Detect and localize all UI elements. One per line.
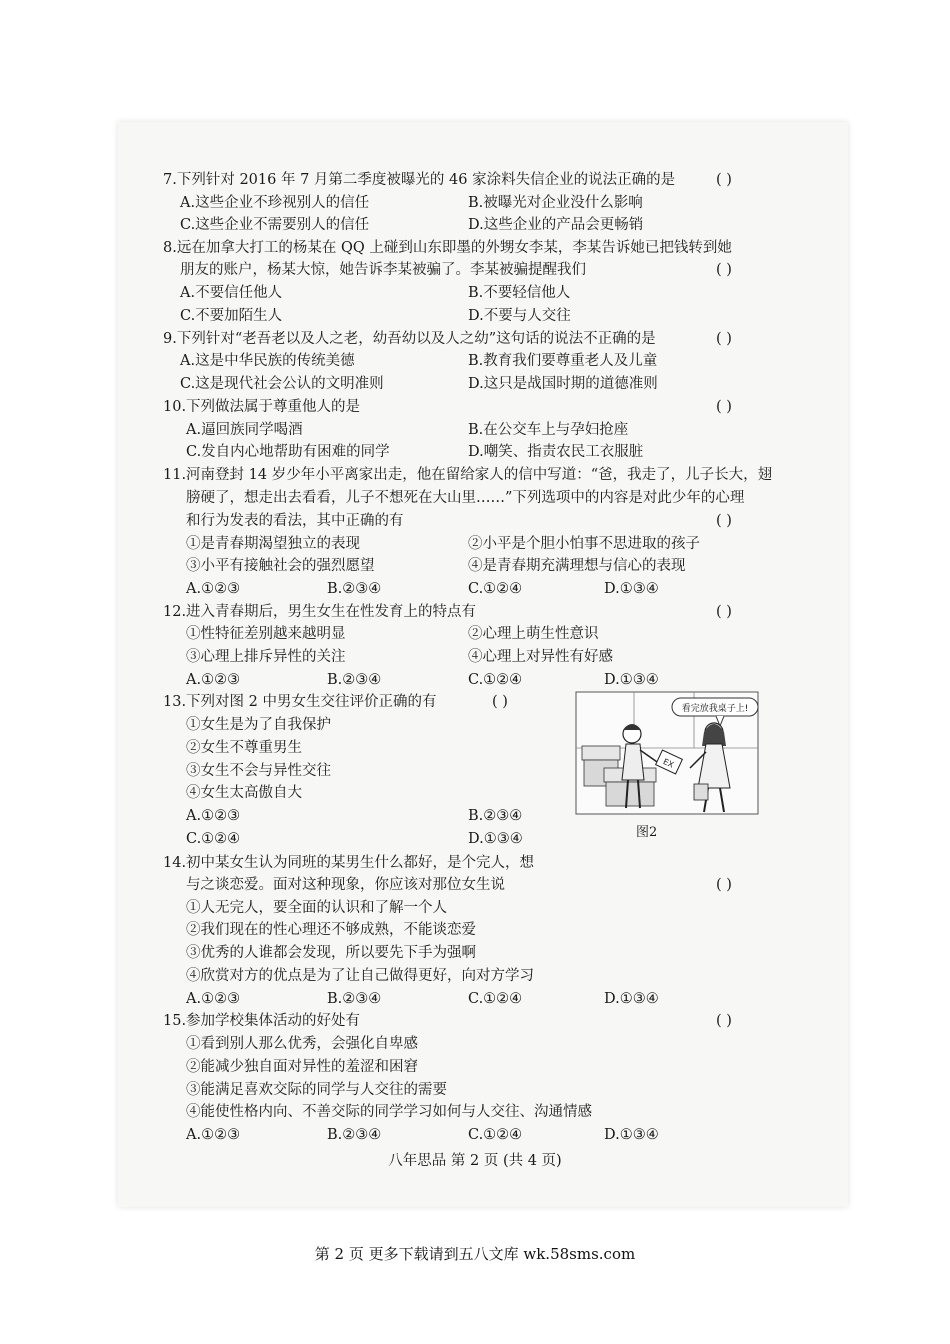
option-b: B.不要轻信他人 [468,285,571,301]
answer-blank: ( ) [716,1013,732,1029]
download-note: 第 2 页 更多下载请到五八文库 wk.58sms.com [314,1245,636,1263]
option-c: C.①②④ [468,991,523,1007]
answer-blank: ( ) [716,513,732,529]
option-d: D.①③④ [604,581,659,597]
option-d: D.①③④ [604,991,659,1007]
question-9-text: 9.下列针对“老吾老以及人之老，幼吾幼以及人之幼”这句话的说法不正确的是 [163,331,656,347]
option-a: A.不要信任他人 [180,285,283,301]
option-a: A.①②③ [186,581,241,597]
question-7-text: 7.下列针对 2016 年 7 月第二季度被曝光的 46 家涂料失信企业的说法正确的是 [163,172,676,188]
option-a: A.①②③ [186,672,241,688]
question-8-text-cont: 朋友的账户，杨某大惊，她告诉李某被骗了。李某被骗提醒我们 [180,262,586,278]
statement-item: ③优秀的人谁都会发现，所以要先下手为强啊 [186,945,476,961]
statement-item: ②能减少独自面对异性的羞涩和困窘 [186,1059,418,1075]
statement-item: ③小平有接触社会的强烈愿望 [186,558,375,574]
speech-bubble-text: 看完放我桌子上! [681,704,749,714]
option-c: C.这是现代社会公认的文明准则 [180,376,384,392]
statement-item: ②我们现在的性心理还不够成熟，不能谈恋爱 [186,922,476,938]
option-a: A.逼回族同学喝酒 [186,422,303,438]
book-label: EX [661,757,676,770]
statement-item: ④能使性格内向、不善交际的同学学习如何与人交往、沟通情感 [186,1104,592,1120]
statement-item: ②女生不尊重男生 [186,740,302,756]
option-d: D.这只是战国时期的道德准则 [468,376,658,392]
answer-blank: ( ) [716,877,732,893]
statement-item: ③心理上排斥异性的关注 [186,649,346,665]
statement-item: ④女生太高傲自大 [186,785,302,801]
question-14-text: 14.初中某女生认为同班的某男生什么都好，是个完人，想 [163,855,535,871]
statement-item: ④欣赏对方的优点是为了让自己做得更好，向对方学习 [186,968,534,984]
statement-item: ④心理上对异性有好感 [468,649,613,665]
question-13-text: 13.下列对图 2 中男女生交往评价正确的有 [163,694,437,710]
answer-blank: ( ) [716,172,732,188]
page-footer: 八年思品 第 2 页 (共 4 页) [388,1153,562,1169]
answer-blank: ( ) [716,331,732,347]
option-b: B.②③④ [327,1127,382,1143]
question-8-text: 8.远在加拿大打工的杨某在 QQ 上碰到山东即墨的外甥女李某，李某告诉她已把钱转到她 [163,240,732,256]
option-c: C.①②④ [468,1127,523,1143]
option-b: B.②③④ [468,808,523,824]
question-12-text: 12.进入青春期后，男生女生在性发育上的特点有 [163,604,477,620]
option-a: A.①②③ [186,991,241,1007]
question-11-text-cont: 和行为发表的看法，其中正确的有 [186,513,404,529]
option-d: D.不要与人交往 [468,308,571,324]
option-a: A.①②③ [186,808,241,824]
option-b: B.被曝光对企业没什么影响 [468,195,643,211]
option-b: B.②③④ [327,991,382,1007]
statement-item: ①看到别人那么优秀，会强化自卑感 [186,1036,418,1052]
statement-item: ①女生是为了自我保护 [186,717,331,733]
option-c: C.这些企业不需要别人的信任 [180,217,370,233]
option-c: C.不要加陌生人 [180,308,283,324]
figure-caption: 图2 [636,825,658,840]
statement-item: ③女生不会与异性交往 [186,763,331,779]
option-c: C.①②④ [468,672,523,688]
cartoon-boy-girl-illustration [574,688,762,818]
option-c: C.发自内心地帮助有困难的同学 [186,444,390,460]
question-14-text-cont: 与之谈恋爱。面对这种现象，你应该对那位女生说 [186,877,505,893]
statement-item: ②心理上萌生性意识 [468,626,599,642]
option-b: B.在公交车上与孕妇抢座 [468,422,629,438]
statement-item: ①是青春期渴望独立的表现 [186,536,360,552]
option-a: A.这是中华民族的传统美德 [180,353,355,369]
option-c: C.①②④ [468,581,523,597]
statement-item: ①人无完人，要全面的认识和了解一个人 [186,900,447,916]
option-d: D.①③④ [604,1127,659,1143]
statement-item: ②小平是个胆小怕事不思进取的孩子 [468,536,700,552]
figure-2-icon [574,688,762,818]
option-b: B.教育我们要尊重老人及儿童 [468,353,658,369]
option-a: A.这些企业不珍视别人的信任 [180,195,370,211]
answer-blank: ( ) [716,399,732,415]
answer-blank: ( ) [716,262,732,278]
option-d: D.①③④ [468,831,523,847]
question-11-text-cont: 膀硬了，想走出去看看，儿子不想死在大山里……”下列选项中的内容是对此少年的心理 [186,490,745,506]
option-c: C.①②④ [186,831,241,847]
option-b: B.②③④ [327,581,382,597]
question-11-text: 11.河南登封 14 岁少年小平离家出走，他在留给家人的信中写道：“爸，我走了，儿子长大，翅 [163,467,773,483]
statement-item: ④是青春期充满理想与信心的表现 [468,558,686,574]
question-10-text: 10.下列做法属于尊重他人的是 [163,399,361,415]
option-b: B.②③④ [327,672,382,688]
option-d: D.嘲笑、指责农民工衣服脏 [468,444,644,460]
option-a: A.①②③ [186,1127,241,1143]
answer-blank: ( ) [492,694,508,710]
statement-item: ③能满足喜欢交际的同学与人交往的需要 [186,1082,447,1098]
option-d: D.这些企业的产品会更畅销 [468,217,644,233]
question-15-text: 15.参加学校集体活动的好处有 [163,1013,361,1029]
answer-blank: ( ) [716,604,732,620]
statement-item: ①性特征差别越来越明显 [186,626,346,642]
option-d: D.①③④ [604,672,659,688]
